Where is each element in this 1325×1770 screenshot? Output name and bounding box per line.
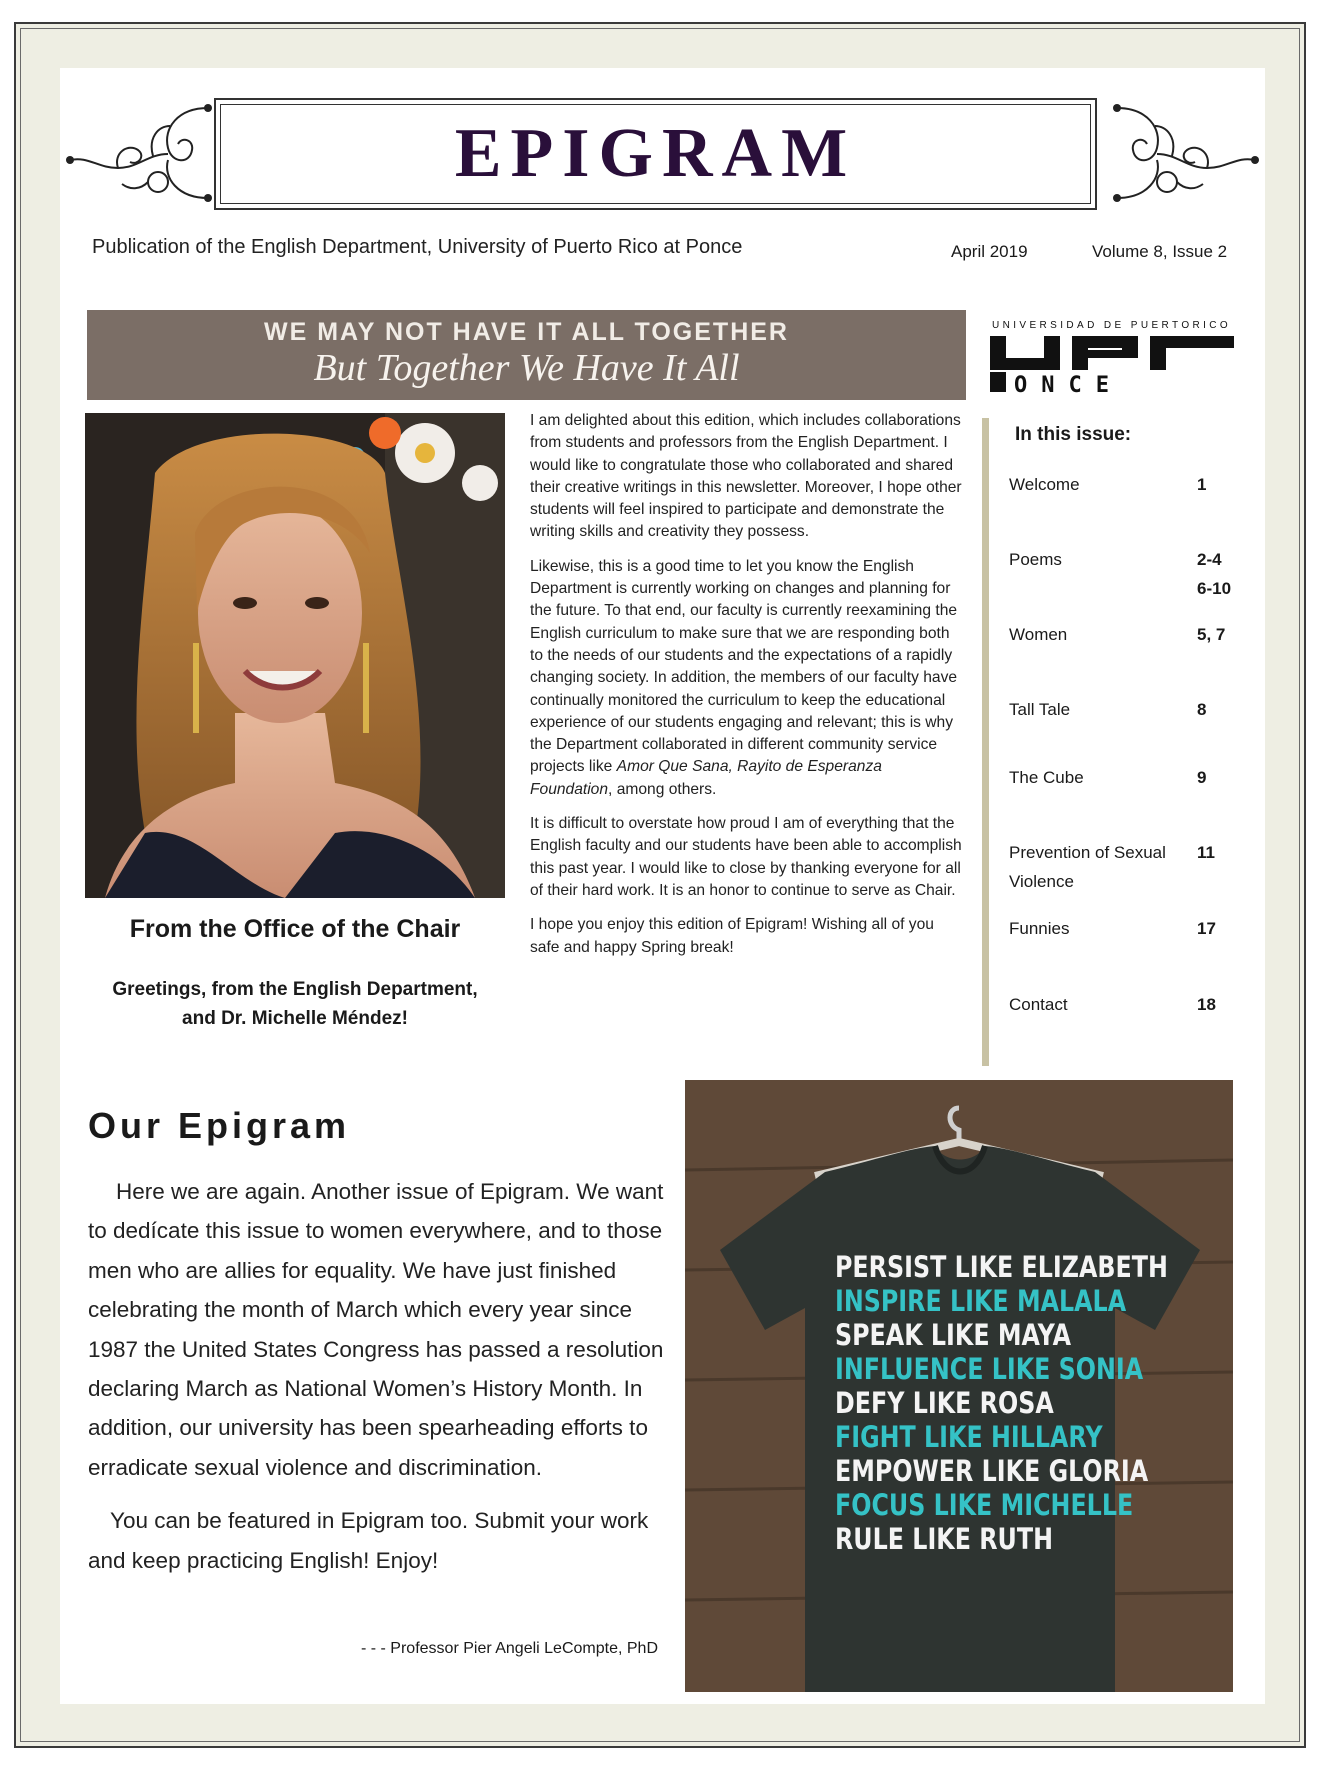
toc-item-welcome[interactable]: Welcome: [1009, 475, 1080, 494]
chair-greeting: [85, 975, 505, 1033]
toc-item-poems[interactable]: Poems: [1009, 550, 1062, 569]
toc-page: 11: [1197, 843, 1215, 862]
tshirt-line: FIGHT LIKE HILLARY: [835, 1420, 1103, 1454]
toc-page: 17: [1197, 919, 1216, 938]
tshirt-image: [685, 1080, 1233, 1692]
banner-line-2: But Together We Have It All: [313, 347, 740, 389]
upr-ponce-logo-icon: [988, 332, 1238, 394]
author-signature: - - - Professor Pier Angeli LeCompte, PhD: [360, 1640, 658, 1657]
chair-letter: [530, 410, 965, 971]
greeting-line-2: and Dr. Michelle Méndez!: [182, 1008, 408, 1029]
tshirt-line: SPEAK LIKE MAYA: [835, 1318, 1072, 1352]
issue-volume: Volume 8, Issue 2: [1092, 242, 1228, 261]
our-epigram-heading: Our Epigram: [88, 1105, 351, 1146]
tshirt-slogan: [835, 1250, 1168, 1556]
toc-item-tall-tale[interactable]: Tall Tale: [1009, 700, 1071, 719]
toc-page: 8: [1197, 700, 1207, 719]
toc-item-contact[interactable]: Contact: [1009, 995, 1068, 1014]
masthead-title: EPIGRAM: [454, 115, 857, 192]
issue-date: April 2019: [951, 242, 1028, 261]
tshirt-line: INSPIRE LIKE MALALA: [835, 1284, 1127, 1318]
toc-page: 1: [1197, 475, 1207, 494]
toc-page: 9: [1197, 768, 1207, 787]
tshirt-line: FOCUS LIKE MICHELLE: [835, 1488, 1134, 1522]
logo-university-text: UNIVERSIDAD DE PUERTORICO: [992, 320, 1232, 331]
logo-ponce-text: ONCE: [1014, 373, 1123, 394]
greeting-line-1: Greetings, from the English Department,: [112, 979, 478, 1000]
publication-subtitle: Publication of the English Department, University of Puerto Rico at Ponce: [92, 236, 743, 258]
tshirt-line: INFLUENCE LIKE SONIA: [835, 1352, 1144, 1386]
chair-photo: [85, 413, 505, 898]
letter-paragraph: I am delighted about this edition, which includes collaborations from students and professors from the English Department. I would like to congratulate those who collaborated and shared their creative writings in this newsletter. Moreover, I hope other students will feel inspired to participate and demonstrate the writing skills and creativity they possess.: [530, 412, 962, 541]
our-epigram-paragraph: You can be featured in Epigram too. Submit your work and keep practicing English! Enjoy!: [88, 1508, 649, 1573]
toc-item-women[interactable]: Women: [1009, 625, 1068, 644]
left-flourish-icon: [58, 98, 218, 208]
our-epigram-paragraph: Here we are again. Another issue of Epigram. We want to dedícate this issue to women everywhere, and to those men who are allies for equality. We have just finished celebrating the month of March which every year since 1987 the United States Congress has passed a resolution declaring March as National Women’s History Month. In addition, our university has been spearheading efforts to erradicate sexual violence and discrimination.: [88, 1179, 664, 1480]
chair-heading: From the Office of the Chair: [129, 915, 461, 943]
toc-page: 2-4: [1197, 550, 1222, 569]
letter-paragraph: I hope you enjoy this edition of Epigram! Wishing all of you safe and happy Spring break!: [530, 916, 934, 956]
toc-item-funnies[interactable]: Funnies: [1009, 919, 1070, 938]
toc-title: In this issue:: [1015, 424, 1132, 445]
toc-page: 5, 7: [1197, 625, 1226, 644]
toc-page: 6-10: [1197, 579, 1232, 598]
letter-paragraph: Likewise, this is a good time to let you know the English Department is currently working on changes and planning for the future. To that end, our faculty is currently reexamining the English curriculum to make sure that we are responding both to the needs of our students and the expectations of a rapidly changing society. In addition, the members of our faculty have continually monitored the curriculum to keep the educational experience of our students engaging and relevant; this is why the Department collaborated in different community service projects like Amor Que Sana, Rayito de Esperanza Foundation, among others.: [530, 557, 958, 798]
toc-item-the-cube[interactable]: The Cube: [1009, 768, 1084, 787]
our-epigram-body: [88, 1172, 668, 1594]
toc-item-prevention[interactable]: Prevention of Sexual: [1009, 843, 1166, 862]
tshirt-line: RULE LIKE RUTH: [835, 1522, 1053, 1556]
banner-line-1: WE MAY NOT HAVE IT ALL TOGETHER: [263, 318, 789, 346]
toc-item-prevention-2[interactable]: Violence: [1009, 872, 1074, 891]
toc-divider: [982, 418, 989, 1066]
tshirt-line: EMPOWER LIKE GLORIA: [835, 1454, 1149, 1488]
toc-page: 18: [1197, 995, 1216, 1014]
letter-paragraph: It is difficult to overstate how proud I am of everything that the English faculty and our students have been able to accomplish this past year. I would like to close by thanking everyone for all of their hard work. It is an honor to continue to serve as Chair.: [530, 815, 962, 899]
right-flourish-icon: [1107, 98, 1267, 208]
tshirt-line: DEFY LIKE ROSA: [835, 1386, 1054, 1420]
tshirt-line: PERSIST LIKE ELIZABETH: [835, 1250, 1168, 1284]
